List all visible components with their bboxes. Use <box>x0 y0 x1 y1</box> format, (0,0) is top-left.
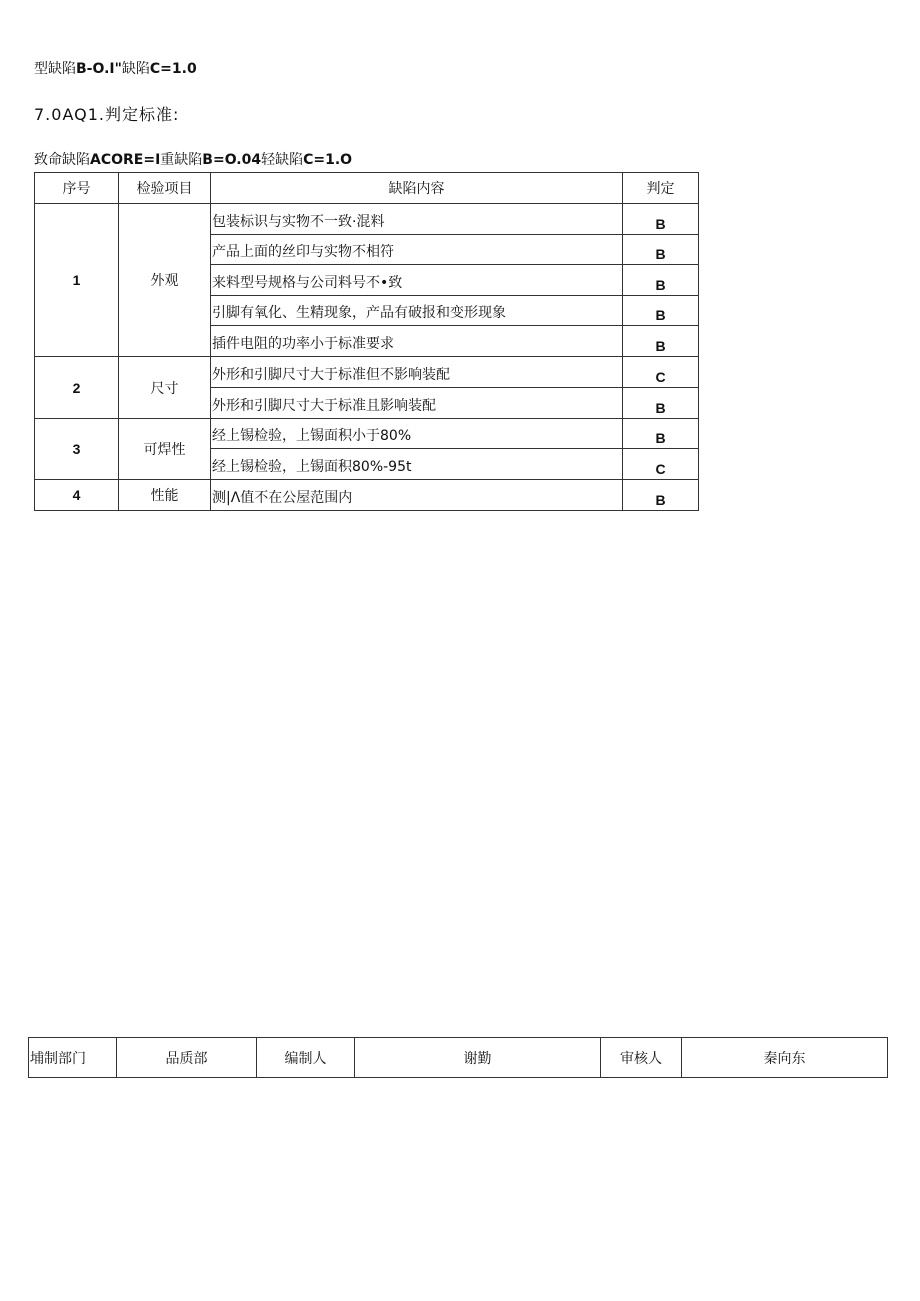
grade-line-2 <box>34 149 352 169</box>
aql-heading-text: 7.0AQ1.判定标准: <box>34 105 180 124</box>
defect-description: 产品上面的丝印与实物不相符 <box>211 235 623 265</box>
header-grade: 判定 <box>623 173 699 204</box>
grade-line-1 <box>34 58 197 78</box>
grade-line-2-b-value: B=O.04 <box>202 152 262 168</box>
defect-description: 外形和引脚尺寸大于标准且影响装配 <box>211 388 623 419</box>
defect-grade: B <box>623 204 699 235</box>
defect-grade: B <box>623 480 699 511</box>
table-row <box>35 357 699 388</box>
defect-description: 引脚有氧化、生精现象，产品有破报和变形现象 <box>211 296 623 326</box>
defect-grade: B <box>623 265 699 296</box>
dept-label: 埔制部门 <box>29 1038 117 1078</box>
defect-grade: B <box>623 388 699 419</box>
table-row <box>35 419 699 449</box>
group-item: 可焊性 <box>119 419 211 480</box>
group-number: 4 <box>35 480 119 511</box>
grade-line-2-prefix: 致命缺陷 <box>34 152 90 168</box>
grade-line-1-prefix: 型缺陷 <box>34 61 76 77</box>
defect-description: 包装标识与实物不一致·混料 <box>211 204 623 235</box>
defect-description: 测|Λ值不在公屋范围内 <box>211 480 623 511</box>
reviewer-value: 秦向东 <box>682 1038 888 1078</box>
grade-line-1-mid: 缺陷 <box>121 61 150 77</box>
reviewer-label: 审核人 <box>601 1038 682 1078</box>
defect-grade: B <box>623 419 699 449</box>
defect-grade: C <box>623 449 699 480</box>
group-number: 3 <box>35 419 119 480</box>
grade-line-2-c-value: C=1.O <box>303 152 353 168</box>
dept-value: 品质部 <box>117 1038 257 1078</box>
signoff-table <box>28 1037 888 1078</box>
header-no: 序号 <box>35 173 119 204</box>
grade-line-2-a-value: ACORE=I <box>90 152 161 168</box>
table-row <box>35 204 699 235</box>
header-item: 检验项目 <box>119 173 211 204</box>
defect-grade: B <box>623 235 699 265</box>
inspection-criteria-table <box>34 172 699 511</box>
grade-line-1-b-value: B-O.I" <box>76 61 122 77</box>
aql-heading <box>34 102 179 125</box>
defect-grade: C <box>623 357 699 388</box>
table-row <box>35 480 699 511</box>
defect-description: 外形和引脚尺寸大于标准但不影响装配 <box>211 357 623 388</box>
table-header-row <box>35 173 699 204</box>
author-value: 谢勤 <box>355 1038 601 1078</box>
grade-line-2-mid2: 轻缺陷 <box>261 152 304 168</box>
grade-line-1-c-value: C=1.0 <box>149 61 197 77</box>
group-number: 1 <box>35 204 119 357</box>
defect-description: 插件电阻的功率小于标准要求 <box>211 326 623 357</box>
group-item: 性能 <box>119 480 211 511</box>
defect-description: 来料型号规格与公司料号不•致 <box>211 265 623 296</box>
defect-description: 经上锡检验，上锡面积小于80% <box>211 419 623 449</box>
signoff-row <box>29 1038 888 1078</box>
defect-grade: B <box>623 296 699 326</box>
group-item: 外观 <box>119 204 211 357</box>
defect-description: 经上锡检验，上锡面积80%-95t <box>211 449 623 480</box>
grade-line-2-mid: 重缺陷 <box>160 152 203 168</box>
author-label: 编制人 <box>257 1038 355 1078</box>
header-defect: 缺陷内容 <box>211 173 623 204</box>
group-number: 2 <box>35 357 119 419</box>
group-item: 尺寸 <box>119 357 211 419</box>
defect-grade: B <box>623 326 699 357</box>
